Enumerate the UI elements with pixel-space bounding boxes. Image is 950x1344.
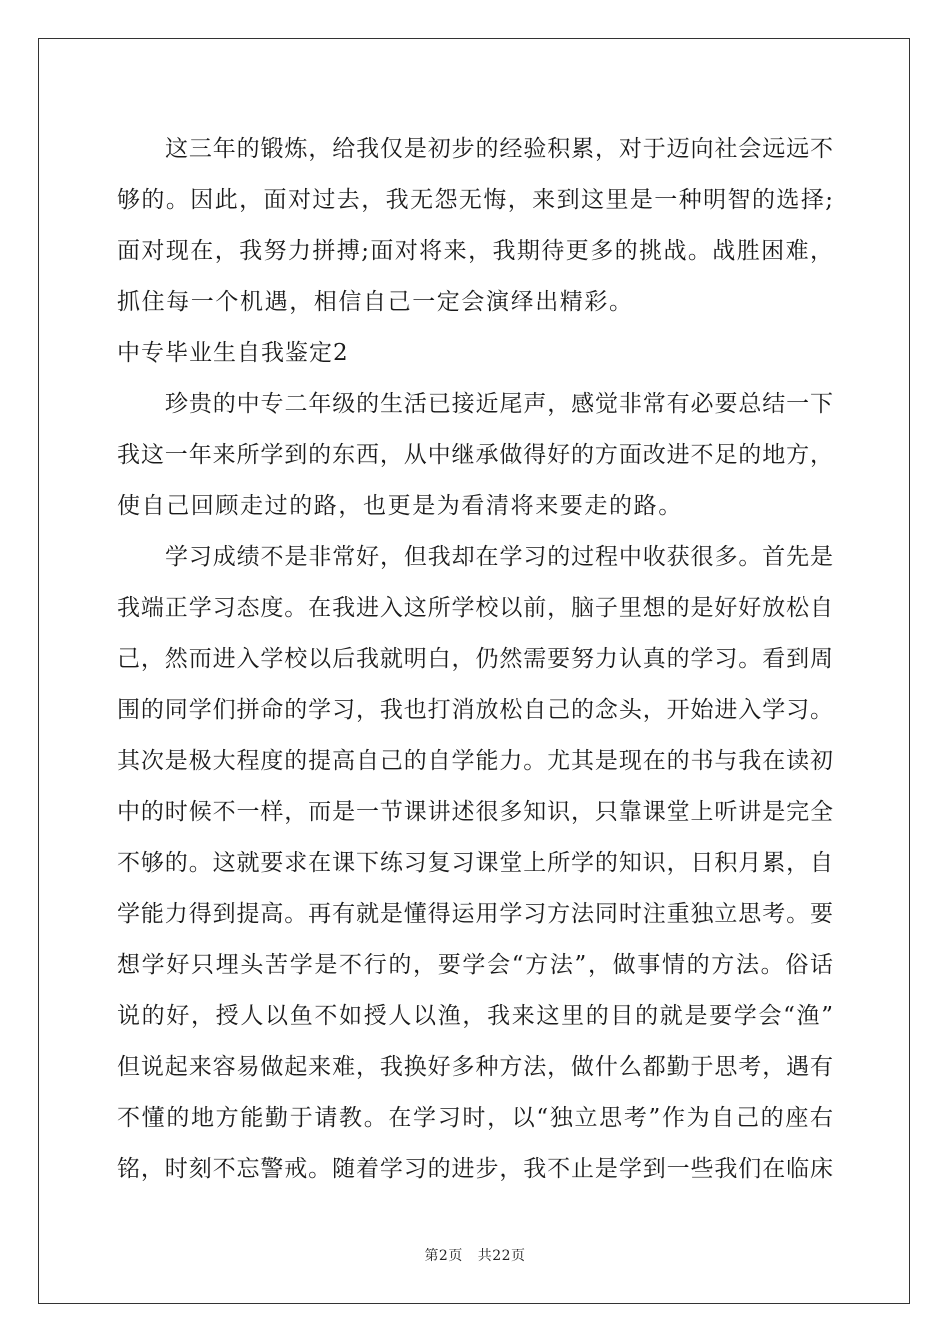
text-line: 使自己回顾走过的路，也更是为看清将来要走的路。	[117, 493, 683, 519]
text-line: 中的时候不一样，而是一节课讲述很多知识，只靠课堂上听讲是完全	[117, 799, 833, 825]
text-line: 珍贵的中专二年级的生活已接近尾声，感觉非常有必要总结一下	[165, 391, 833, 417]
text-line: 其次是极大程度的提高自己的自学能力。尤其是现在的书与我在读初	[117, 748, 833, 774]
text-line: 我端正学习态度。在我进入这所学校以前，脑子里想的是好好放松自	[117, 595, 833, 621]
text-line: 己，然而进入学校以后我就明白，仍然需要努力认真的学习。看到周	[117, 646, 833, 672]
text-line: 但说起来容易做起来难，我换好多种方法，做什么都勤于思考，遇有	[117, 1054, 833, 1080]
text-line: 面对现在，我努力拼搏;面对将来，我期待更多的挑战。战胜困难，	[117, 238, 833, 264]
text-line: 围的同学们拼命的学习，我也打消放松自己的念头，开始进入学习。	[117, 697, 833, 723]
text-line: 学习成绩不是非常好，但我却在学习的过程中收获很多。首先是	[165, 544, 833, 570]
page-total: 共22页	[477, 1248, 526, 1264]
text-line: 不懂的地方能勤于请教。在学习时，以“独立思考”作为自己的座右	[117, 1105, 833, 1131]
text-line: 够的。因此，面对过去，我无怨无悔，来到这里是一种明智的选择;	[117, 187, 833, 213]
text-line: 这三年的锻炼，给我仅是初步的经验积累，对于迈向社会远远不	[165, 136, 833, 162]
page-footer	[0, 1245, 950, 1265]
text-line: 我这一年来所学到的东西，从中继承做得好的方面改进不足的地方，	[117, 442, 833, 468]
text-line: 说的好，授人以鱼不如授人以渔，我来这里的目的就是要学会“渔”	[117, 1003, 833, 1029]
text-line: 学能力得到提高。再有就是懂得运用学习方法同时注重独立思考。要	[117, 901, 833, 927]
page-number: 第2页	[424, 1248, 463, 1264]
text-line: 想学好只埋头苦学是不行的，要学会“方法”，做事情的方法。俗话	[117, 952, 833, 978]
text-line: 铭，时刻不忘警戒。随着学习的进步，我不止是学到一些我们在临床	[117, 1156, 833, 1182]
text-line: 抓住每一个机遇，相信自己一定会演绎出精彩。	[117, 289, 634, 315]
document-body	[117, 124, 833, 1195]
text-line: 不够的。这就要求在课下练习复习课堂上所学的知识，日积月累，自	[117, 850, 833, 876]
section-heading: 中专毕业生自我鉴定2	[117, 340, 349, 366]
